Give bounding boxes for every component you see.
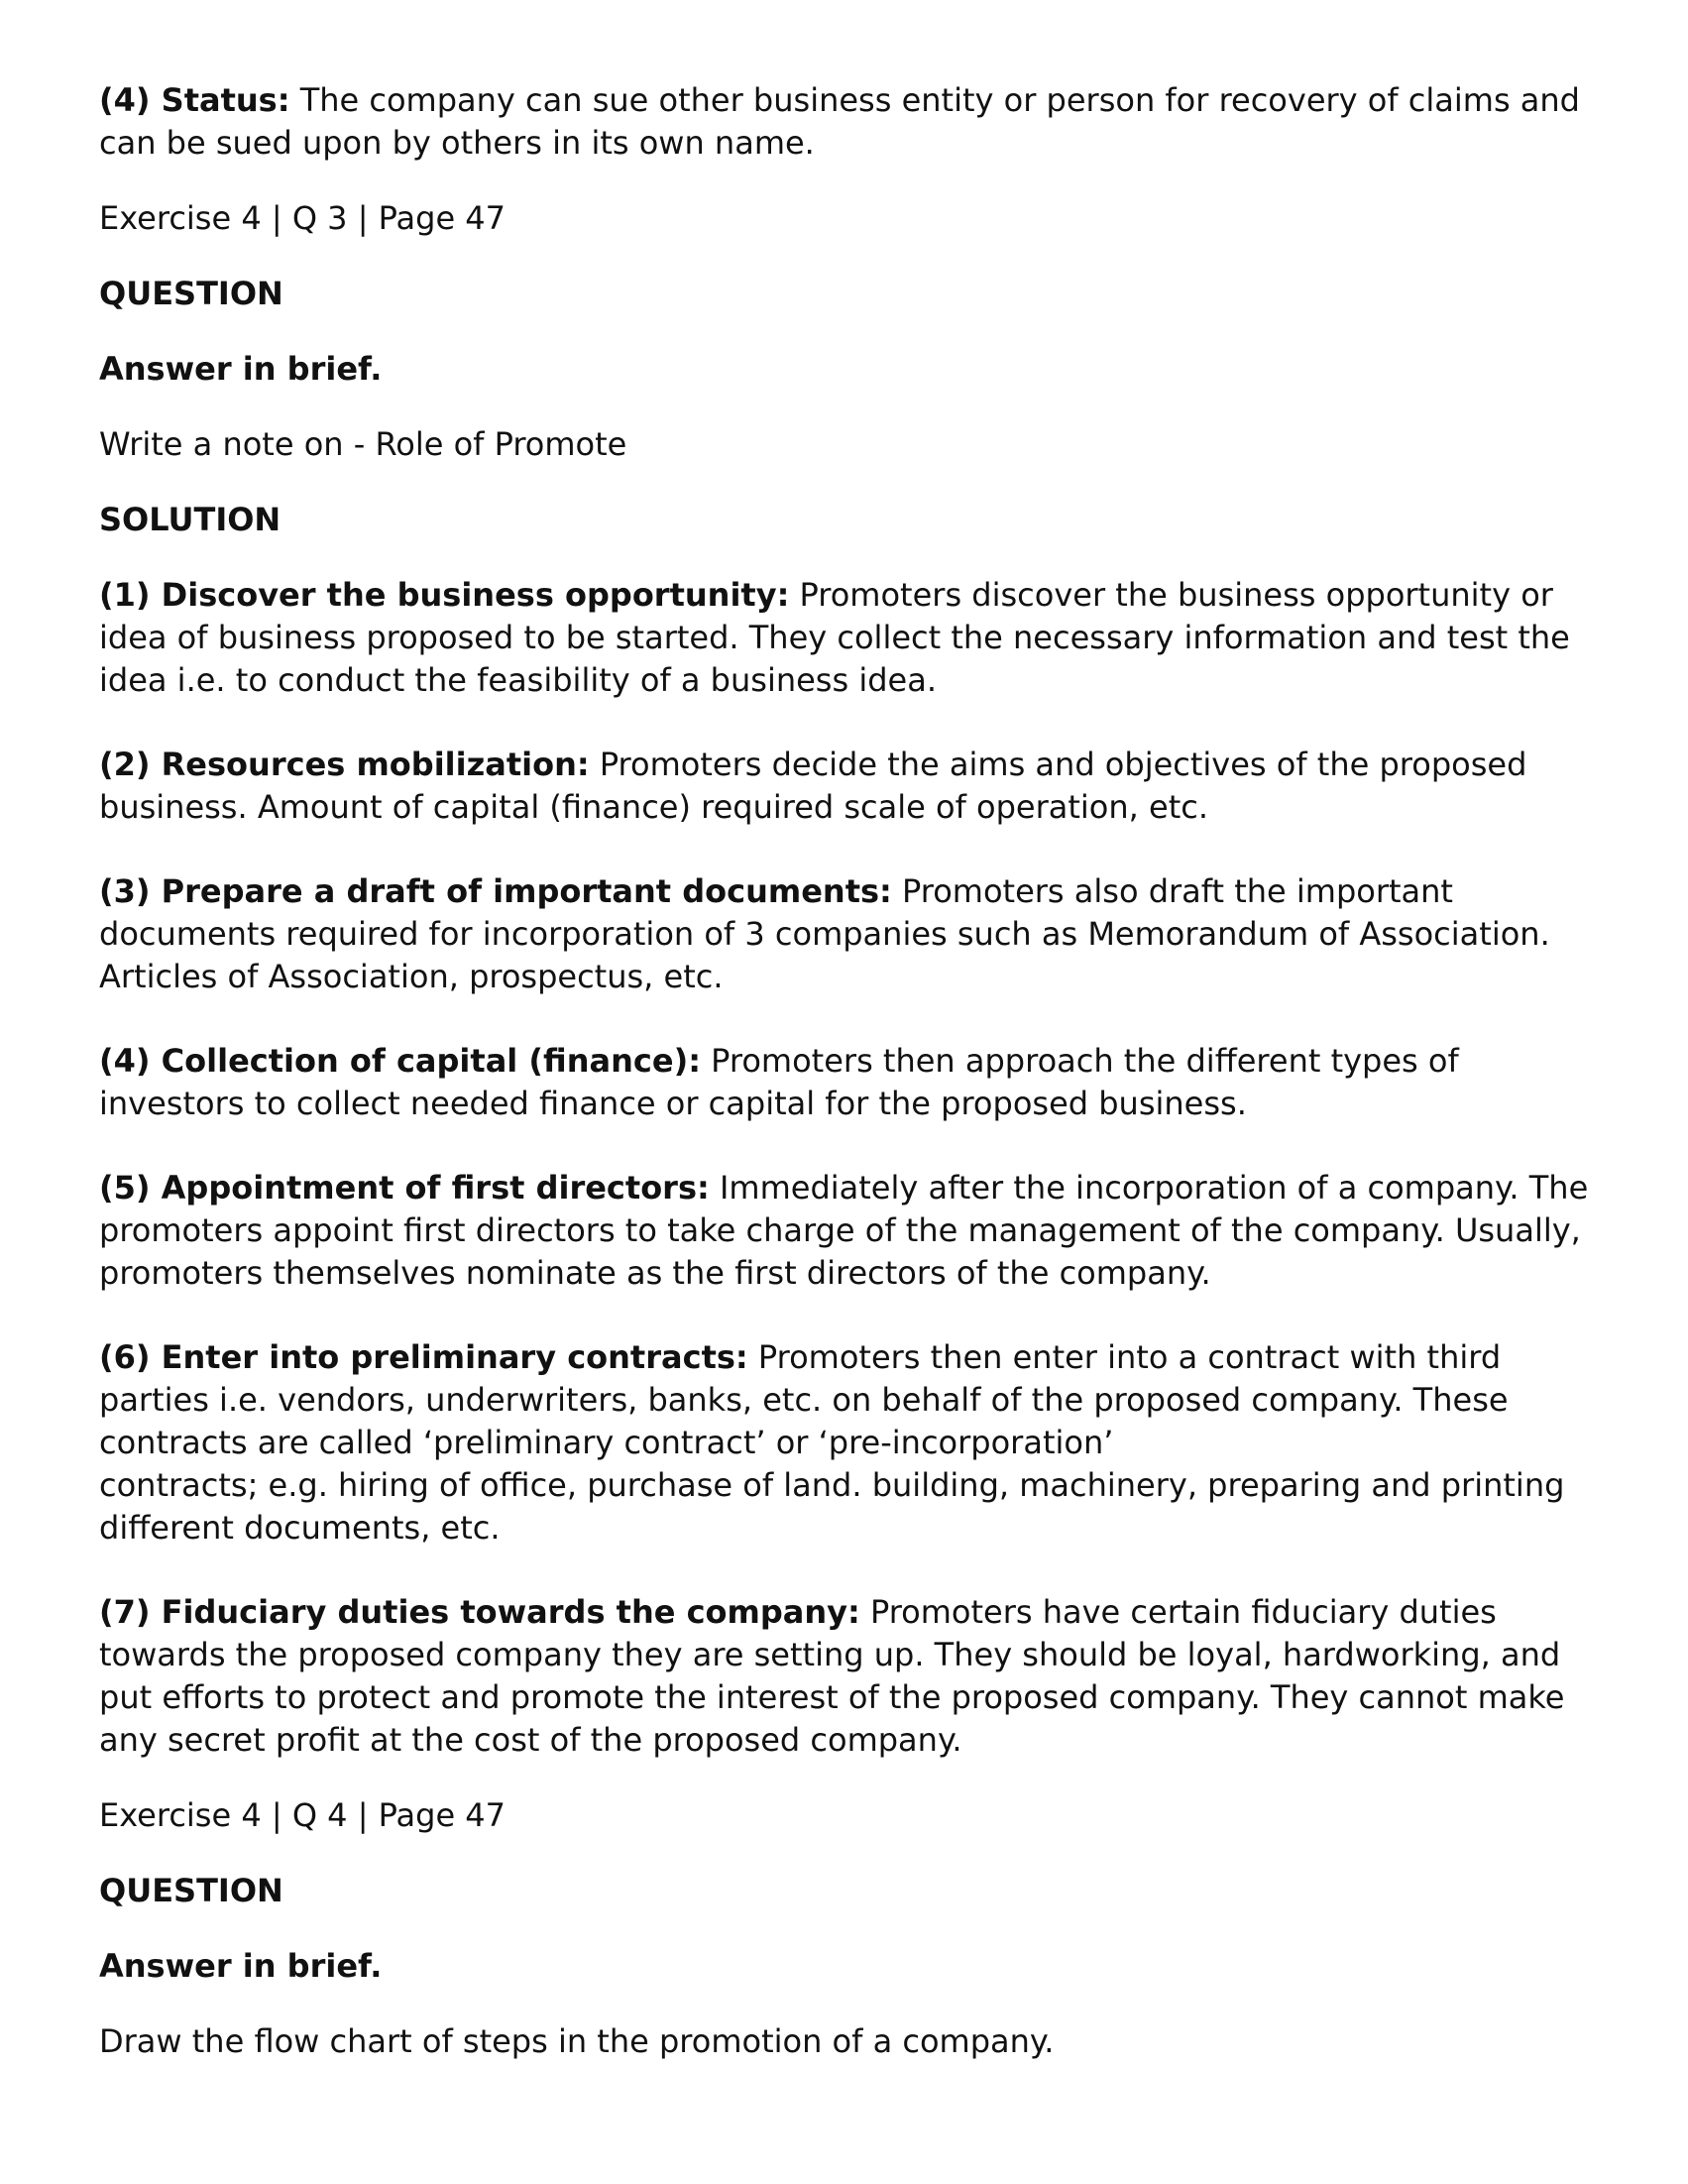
point-text: Promoters discover the business opportunity or idea of business proposed to be started. They collect the necessary information and test the idea i.e. to conduct the feasibility of a business idea. <box>99 576 1570 699</box>
q3-question-label: QUESTION <box>99 275 283 312</box>
q3-instruction: Answer in brief. <box>99 350 383 388</box>
q3-question-text: Write a note on - Role of Promote <box>99 425 627 463</box>
point-text: Promoters then enter into a contract with third parties i.e. vendors, underwriters, banks, etc. on behalf of the proposed company. These contracts are called ‘preliminary contract’ or ‘pre-incorporation’ <box>99 1338 1509 1461</box>
point-text: Immediately after the incorporation of a company. The promoters appoint first directors to take charge of the management of the company. Usually, promoters themselves nominate as the first directors of the company. <box>99 1169 1589 1292</box>
q3-solution-label: SOLUTION <box>99 501 281 538</box>
solution-point-6 <box>99 1336 1606 1550</box>
solution-point-7 <box>99 1591 1606 1762</box>
q4-instruction: Answer in brief. <box>99 1947 383 1985</box>
solution-point-2 <box>99 744 1606 829</box>
point-text: Promoters have certain fiduciary duties towards the proposed company they are setting up. They should be loyal, hardworking, and put efforts to protect and promote the interest of the proposed company. They cannot make any secret profit at the cost of the proposed company. <box>99 1593 1565 1759</box>
status-text: The company can sue other business entity or person for recovery of claims and can be sued upon by others in its own name. <box>99 81 1580 162</box>
point-heading: (5) Appointment of first directors: <box>99 1169 710 1207</box>
status-paragraph <box>99 79 1606 165</box>
point-text: Promoters decide the aims and objectives of the proposed business. Amount of capital (finance) required scale of operation, etc. <box>99 746 1527 826</box>
document-page <box>99 79 1606 2063</box>
point-heading: (3) Prepare a draft of important documents: <box>99 872 892 910</box>
q3-reference: Exercise 4 | Q 3 | Page 47 <box>99 199 506 237</box>
point-text-continued: contracts; e.g. hiring of office, purchase of land. building, machinery, preparing and printing different documents, etc. <box>99 1466 1565 1547</box>
point-text: Promoters also draft the important documents required for incorporation of 3 companies such as Memorandum of Association. Articles of Association, prospectus, etc. <box>99 872 1550 995</box>
point-heading: (4) Collection of capital (finance): <box>99 1042 701 1080</box>
q4-reference: Exercise 4 | Q 4 | Page 47 <box>99 1796 506 1834</box>
solution-point-4 <box>99 1040 1606 1125</box>
q4-question-label: QUESTION <box>99 1872 283 1909</box>
point-heading: (2) Resources mobilization: <box>99 746 590 783</box>
point-text: Promoters then approach the different types of investors to collect needed finance or capital for the proposed business. <box>99 1042 1459 1122</box>
solution-point-3 <box>99 870 1606 998</box>
point-heading: (1) Discover the business opportunity: <box>99 576 790 614</box>
status-heading: (4) Status: <box>99 81 290 119</box>
point-heading: (6) Enter into preliminary contracts: <box>99 1338 748 1376</box>
point-heading: (7) Fiduciary duties towards the company: <box>99 1593 860 1631</box>
solution-point-5 <box>99 1167 1606 1295</box>
q4-question-text: Draw the flow chart of steps in the promotion of a company. <box>99 2022 1055 2060</box>
solution-point-1 <box>99 574 1606 702</box>
